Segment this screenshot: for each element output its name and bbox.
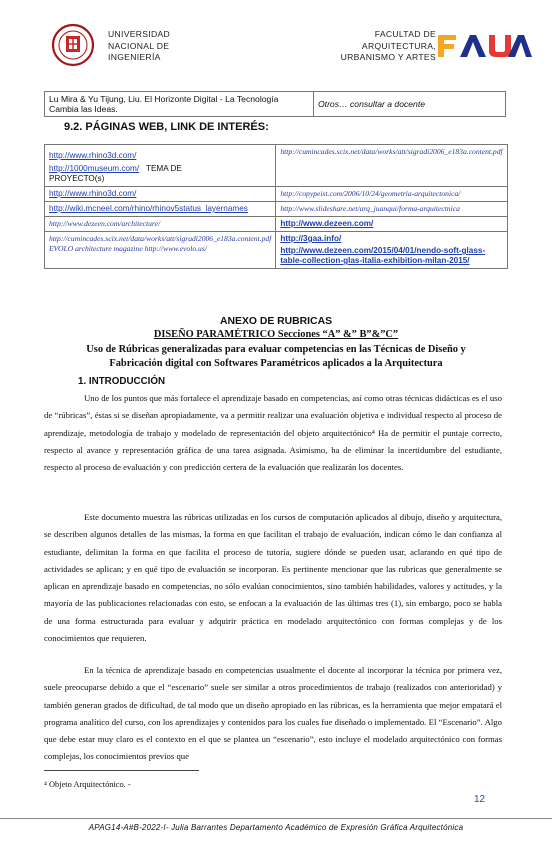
- university-seal-icon: [52, 22, 94, 68]
- footer-divider: [0, 818, 552, 819]
- faua-logo: [436, 33, 532, 59]
- table-row: http://www.rhino3d.com/ http://1000museum.com/ TEMA DE PROYECTO(s) http://cumincades.scix.net/data/works/att/sigradi2006_e183a.content.pdf: [45, 145, 508, 187]
- link-copypeist[interactable]: http://copypeist.com/2006/10/24/geometria-arquitectonica/: [280, 189, 461, 198]
- link-3gaa[interactable]: http://3gaa.info/: [280, 234, 342, 243]
- paragraph-3: En la técnica de aprendizaje basado en competencias usualmente el docente al incorporar la técnica por primera vez, suele preocuparse debido a que el “escenario” suele ser similar a otros procedimientos de trabajo (realizados con anterioridad) y también generan grados de dificultad, de tal modo que un diseño apropiado en las rúbricas, es la herramienta que mejor empatará el programa analítico del curso, con los aprendizajes y contenidos para los cuales fue diseñado o implementado. El “Escenario”. Algo que debe estar muy claro es el contexto en el que se plantea un “escenario”, esto incluye el modelado arquitectónico con formas complejas, los conocimientos previos que: [44, 665, 502, 762]
- footnote: ⁴ Objeto Arquitectónico. -: [44, 780, 131, 789]
- intro-heading: 1. INTRODUCCIÓN: [78, 376, 166, 387]
- table-row: [45, 187, 508, 202]
- link-slideshare[interactable]: http://www.slideshare.net/arq_juanqui/forma-arquitectnica: [280, 204, 460, 213]
- link-evolo[interactable]: EVOLO architecture magazine http://www.evolo.us/: [49, 244, 207, 253]
- annex-heading: Uso de Rúbricas generalizadas para evaluar competencias en las Técnicas de Diseño y Fabricación digital con Softwares Paramétricos aplicados a la Arquitectura: [86, 344, 466, 369]
- link-dezeen[interactable]: http://www.dezeen.com/: [280, 219, 374, 228]
- table-row: [45, 202, 508, 217]
- reference-table: [44, 91, 506, 117]
- link-mcneel-wiki[interactable]: http://wiki.mcneel.com/rhino/rhinov5status_layernames: [49, 204, 248, 213]
- annex-title: ANEXO DE RUBRICAS: [220, 316, 332, 327]
- table-row: [45, 232, 508, 269]
- link-cumincades-2[interactable]: http://cumincades.scix.net/data/works/att/sigradi2006_e183a.content.pdf: [49, 234, 272, 243]
- link-cumincades-1[interactable]: http://cumincades.scix.net/data/works/att/sigradi2006_e183a.content.pdf: [280, 147, 503, 156]
- links-table: [44, 144, 508, 269]
- table-row: [45, 217, 508, 232]
- page-number: 12: [474, 794, 486, 805]
- link-rhino3d-2[interactable]: http://www.rhino3d.com/: [49, 189, 137, 198]
- paragraph-2: Este documento muestra las rúbricas utilizadas en los cursos de computación aplicados al dibujo, diseño y arquitectura, se describen algunos detalles de las mismas, la forma en que facilitan el trabajo de evaluación, indican cómo le dan confianza al estudiante, delimitan la forma en que facilita el proceso de tutoría, sugiere dónde se pueden usar, aclarando en qué tipo de actividades se aplican; y en qué tipo de evaluación se incorporan. Es pertinente mencionar que las rubricas que generalmente se aplican en aprendizaje basado en competencias, no sólo evalúan conocimientos, sino también habilidades, valores y actitudes, y la mayoría de las publicaciones relacionadas con esto, se enfocan a la evaluación de las últimas tres (1), sin embargo, poco se habla de una forma estructurada para evaluar y adquirir práctica en modelado arquitectónico con formas complejas y de los conocimientos que requieren.: [44, 512, 502, 644]
- link-1000museum[interactable]: http://1000museum.com/: [49, 164, 140, 173]
- reference-right-cell: Otros… consultar a docente: [314, 92, 506, 117]
- page-footer: APAG14-A#B-2022-I- Julia Barrantes Departamento Académico de Expresión Gráfica Arquitectónica: [88, 823, 464, 832]
- reference-left-cell: Lu Mira & Yu Tijung, Liu. El Horizonte Digital - La Tecnología Cambia las Ideas.: [45, 92, 314, 117]
- annex-subtitle: DISEÑO PARAMÉTRICO Secciones “A” &” B”&”C”: [153, 329, 399, 340]
- university-name: UNIVERSIDAD NACIONAL DE INGENIERÍA: [108, 29, 171, 62]
- link-dezeen-architecture[interactable]: http://www.dezeen.com/architecture/: [49, 219, 161, 228]
- faculty-name: FACULTAD DE ARQUITECTURA, URBANISMO Y ARTES: [340, 29, 436, 62]
- link-dezeen-nendo[interactable]: http://www.dezeen.com/2015/04/01/nendo-soft-glass-table-collection-glas-italia-exhibition-milan-2015/: [280, 246, 486, 265]
- footnote-divider: [44, 770, 199, 771]
- paragraph-1: Uno de los puntos que más fortalece el aprendizaje basado en competencias, así como otras técnicas didácticas es el uso de “rúbricas”, éstas si se diseñan apropiadamente, va a permitir realizar una evaluación objetiva e individual respecto al proceso de aprendizaje, metodología de trabajo y modelado de representación del objeto arquitectónico⁴ Ha de permitir el puntaje correcto, respecto al avance y representación gráfica de una tarea asignada. Asimismo, ha de eliminar la incertidumbre del estudiante, respecto al proceso de evaluación y con predicción certera de la evaluación que realizarán los docentes.: [44, 393, 502, 473]
- link-rhino3d[interactable]: http://www.rhino3d.com/: [49, 151, 137, 160]
- section-title: 9.2. PÁGINAS WEB, LINK DE INTERÉS:: [64, 121, 269, 133]
